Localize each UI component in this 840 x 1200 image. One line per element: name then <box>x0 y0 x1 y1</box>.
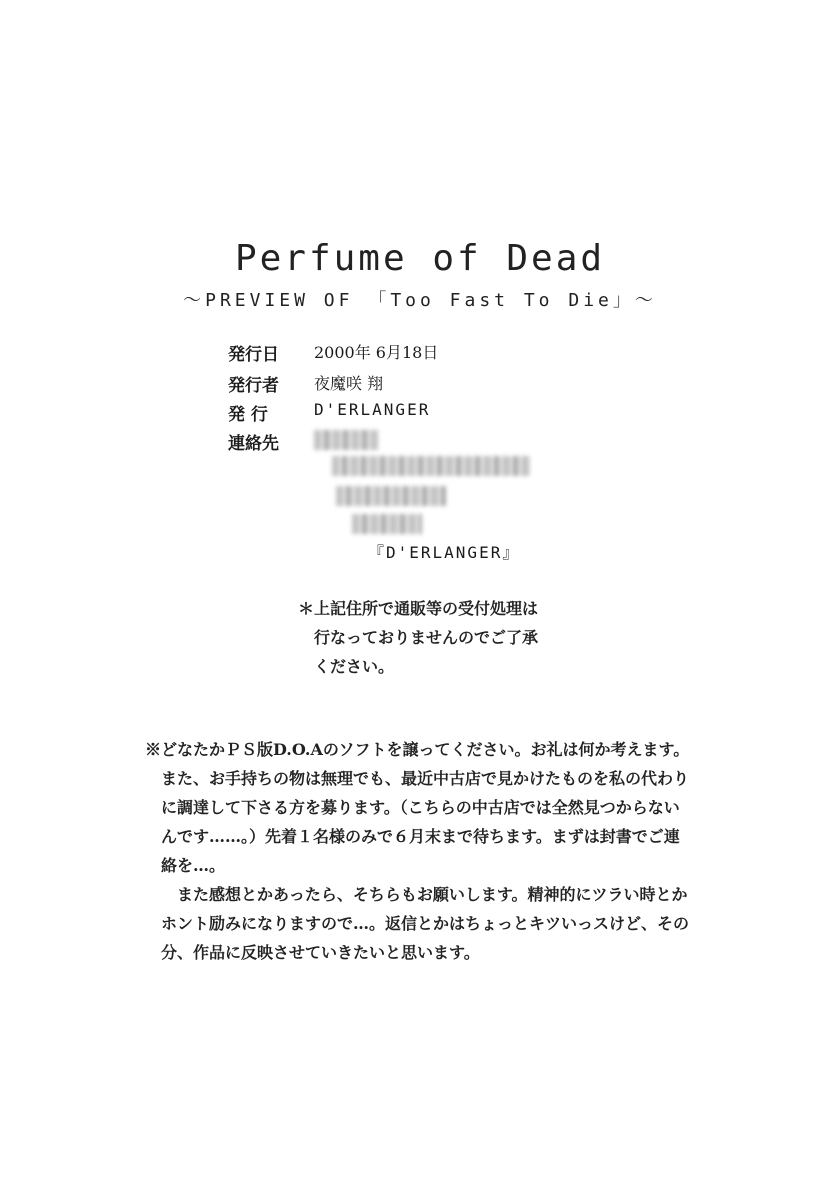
publish-date-label: 発行日 <box>228 345 279 365</box>
book-title: Perfume of Dead <box>234 238 606 279</box>
publisher-value: 夜魔咲 翔 <box>314 374 384 393</box>
book-subtitle: ～PREVIEW OF 「Too Fast To Die」～ <box>183 290 657 311</box>
redacted-address-line <box>352 514 422 534</box>
note-line: 行なっておりませんのでご了承 <box>298 628 539 647</box>
author-message <box>145 735 725 967</box>
message-line: に調達して下さる方を募ります。（こちらの中古店では全然見つからない <box>145 798 680 817</box>
redacted-postal-code <box>314 430 378 450</box>
redacted-address-line <box>332 456 530 476</box>
mail-order-note <box>298 594 538 681</box>
message-line: また感想とかあったら、そちらもお願いします。精神的にツラい時とか <box>145 885 688 904</box>
note-line: ＊上記住所で通販等の受付処理は <box>298 599 539 618</box>
message-line: んです……。）先着１名様のみで６月末まで待ちます。まずは封書でご連 <box>145 827 680 846</box>
message-line: 分、作品に反映させていきたいと思います。 <box>145 943 480 962</box>
contact-label: 連絡先 <box>228 434 279 454</box>
message-line: また、お手持ちの物は無理でも、最近中古店で見かけたものを私の代わり <box>145 769 690 788</box>
publish-date-value: 2000年 6月18日 <box>314 343 439 362</box>
message-line: ※どなたかＰＳ版D.O.Aのソフトを譲ってください。お礼は何か考えます。 <box>145 740 690 759</box>
circle-name: 『D'ERLANGER』 <box>368 543 521 562</box>
message-line: 絡を…。 <box>145 856 226 875</box>
redacted-address-line <box>336 486 446 506</box>
note-line: ください。 <box>298 657 395 676</box>
publisher-label: 発行者 <box>228 376 279 396</box>
issuer-label: 発 行 <box>228 405 268 425</box>
message-line: ホント励みになりますので…。返信とかはちょっとキツいっスけど、その <box>145 914 690 933</box>
issuer-value: D'ERLANGER <box>314 400 431 419</box>
